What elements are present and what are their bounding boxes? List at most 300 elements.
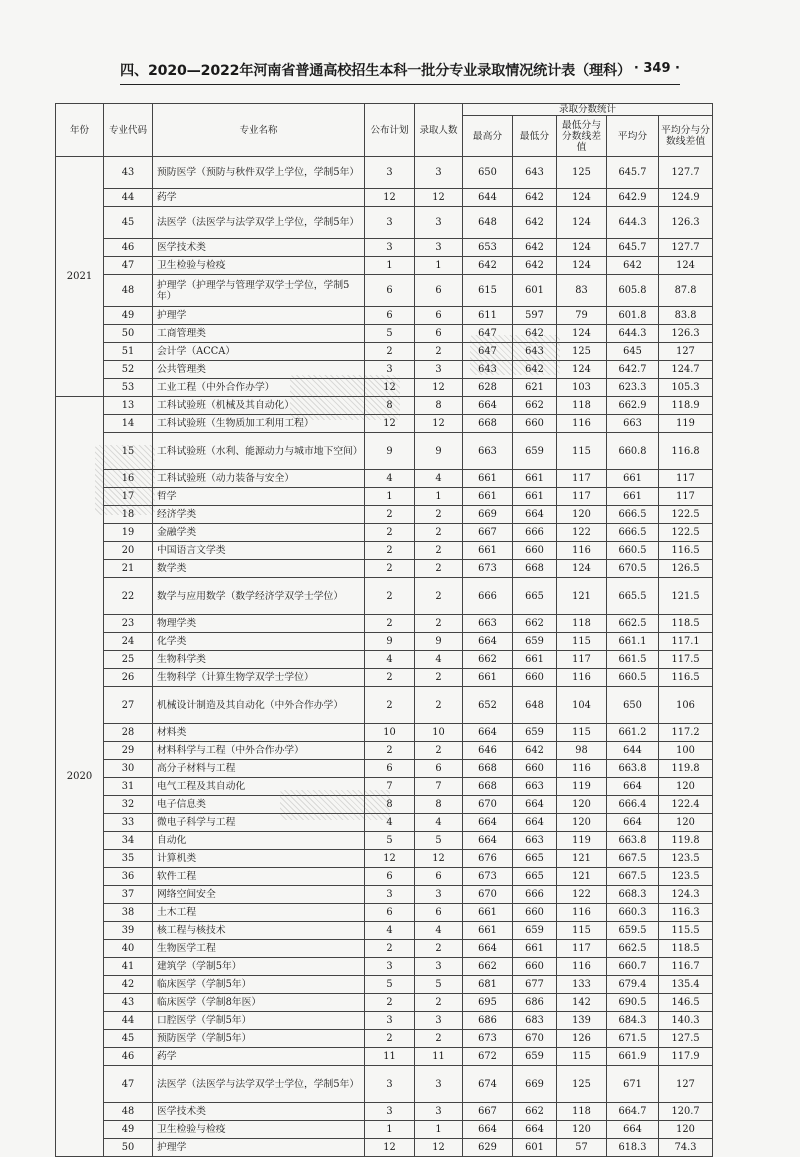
cell-max: 646 [463,742,513,760]
cell-max: 695 [463,994,513,1012]
cell-avg-diff: 122.5 [659,506,713,524]
cell-min-diff: 120 [557,814,607,832]
table-row [56,1139,713,1157]
cell-max: 673 [463,1030,513,1048]
table-row [56,189,713,207]
cell-plan: 3 [365,157,415,189]
cell-min: 664 [513,796,557,814]
cell-admitted: 1 [415,488,463,506]
cell-max: 686 [463,1012,513,1030]
table-row [56,307,713,325]
cell-plan: 2 [365,615,415,633]
table-row [56,1066,713,1103]
cell-code: 22 [104,578,153,615]
cell-avg: 666.5 [607,506,659,524]
table-row [56,742,713,760]
cell-min: 660 [513,904,557,922]
cell-admitted: 12 [415,850,463,868]
cell-name: 卫生检验与检疫 [153,1121,365,1139]
cell-avg: 605.8 [607,275,659,307]
cell-avg: 662.5 [607,615,659,633]
cell-min-diff: 124 [557,239,607,257]
cell-code: 51 [104,343,153,361]
cell-min: 643 [513,157,557,189]
cell-admitted: 3 [415,361,463,379]
cell-plan: 9 [365,633,415,651]
cell-avg-diff: 127.7 [659,157,713,189]
cell-avg-diff: 119.8 [659,832,713,850]
cell-max: 661 [463,904,513,922]
table-row [56,343,713,361]
table-row [56,687,713,724]
cell-name: 中国语言文学类 [153,542,365,560]
cell-min-diff: 116 [557,760,607,778]
cell-min: 601 [513,275,557,307]
cell-admitted: 7 [415,778,463,796]
cell-min-diff: 104 [557,687,607,724]
cell-plan: 12 [365,189,415,207]
cell-avg-diff: 135.4 [659,976,713,994]
cell-min: 642 [513,257,557,275]
cell-avg: 662.5 [607,940,659,958]
cell-avg: 664 [607,778,659,796]
cell-avg-diff: 116.3 [659,904,713,922]
cell-avg: 684.3 [607,1012,659,1030]
cell-avg-diff: 74.3 [659,1139,713,1157]
cell-avg-diff: 117 [659,470,713,488]
cell-code: 40 [104,940,153,958]
cell-min-diff: 121 [557,850,607,868]
page-header [120,58,680,85]
table-row [56,1121,713,1139]
cell-avg-diff: 116.5 [659,669,713,687]
cell-min: 670 [513,1030,557,1048]
cell-plan: 2 [365,560,415,578]
cell-plan: 4 [365,470,415,488]
cell-max: 672 [463,1048,513,1066]
table-row [56,207,713,239]
table-row [56,940,713,958]
cell-min: 642 [513,239,557,257]
cell-min: 660 [513,415,557,433]
cell-code: 50 [104,325,153,343]
cell-max: 669 [463,506,513,524]
cell-name: 核工程与核技术 [153,922,365,940]
cell-avg-diff: 119 [659,415,713,433]
year-cell: 2021 [56,157,104,397]
cell-plan: 8 [365,796,415,814]
cell-name: 自动化 [153,832,365,850]
cell-admitted: 4 [415,470,463,488]
cell-avg-diff: 126.3 [659,207,713,239]
cell-code: 29 [104,742,153,760]
cell-code: 23 [104,615,153,633]
cell-min: 668 [513,560,557,578]
cell-plan: 2 [365,687,415,724]
cell-admitted: 2 [415,343,463,361]
table-row [56,976,713,994]
cell-avg: 642 [607,257,659,275]
cell-min: 601 [513,1139,557,1157]
cell-min-diff: 115 [557,922,607,940]
cell-avg: 661 [607,470,659,488]
cell-min: 686 [513,994,557,1012]
cell-admitted: 2 [415,940,463,958]
cell-name: 计算机类 [153,850,365,868]
cell-max: 664 [463,1121,513,1139]
cell-name: 机械设计制造及其自动化（中外合作办学） [153,687,365,724]
cell-code: 34 [104,832,153,850]
cell-min: 660 [513,760,557,778]
cell-avg: 663.8 [607,760,659,778]
header-code: 专业代码 [104,104,153,157]
scan-smudge [470,335,560,375]
cell-min: 662 [513,1103,557,1121]
cell-name: 土木工程 [153,904,365,922]
cell-admitted: 12 [415,189,463,207]
cell-min-diff: 124 [557,361,607,379]
table-row [56,615,713,633]
cell-min: 642 [513,189,557,207]
cell-avg-diff: 121.5 [659,578,713,615]
cell-min: 664 [513,506,557,524]
cell-code: 47 [104,257,153,275]
cell-name: 高分子材料与工程 [153,760,365,778]
cell-code: 19 [104,524,153,542]
cell-avg-diff: 118.5 [659,940,713,958]
cell-min-diff: 122 [557,886,607,904]
cell-name: 数学与应用数学（数学经济学双学士学位） [153,578,365,615]
cell-admitted: 2 [415,578,463,615]
cell-admitted: 6 [415,325,463,343]
cell-plan: 3 [365,361,415,379]
cell-name: 生物科学类 [153,651,365,669]
cell-min-diff: 125 [557,1066,607,1103]
cell-plan: 4 [365,814,415,832]
cell-max: 668 [463,760,513,778]
cell-name: 微电子科学与工程 [153,814,365,832]
cell-avg: 667.5 [607,850,659,868]
cell-min-diff: 83 [557,275,607,307]
cell-plan: 2 [365,343,415,361]
cell-max: 661 [463,922,513,940]
cell-admitted: 3 [415,207,463,239]
cell-admitted: 3 [415,1103,463,1121]
cell-avg-diff: 123.5 [659,868,713,886]
cell-plan: 6 [365,275,415,307]
cell-min: 669 [513,1066,557,1103]
cell-max: 642 [463,257,513,275]
table-row [56,275,713,307]
cell-min-diff: 124 [557,257,607,275]
cell-avg: 679.4 [607,976,659,994]
cell-min-diff: 133 [557,976,607,994]
table-row [56,904,713,922]
cell-admitted: 5 [415,832,463,850]
cell-max: 676 [463,850,513,868]
cell-min: 659 [513,1048,557,1066]
cell-avg: 623.3 [607,379,659,397]
cell-name: 金融学类 [153,524,365,542]
cell-avg: 665.5 [607,578,659,615]
table-row [56,157,713,189]
cell-max: 662 [463,651,513,669]
cell-max: 661 [463,488,513,506]
cell-code: 31 [104,778,153,796]
table-row [56,724,713,742]
cell-min: 665 [513,850,557,868]
cell-min-diff: 115 [557,633,607,651]
cell-code: 33 [104,814,153,832]
cell-code: 18 [104,506,153,524]
cell-avg-diff: 105.3 [659,379,713,397]
cell-admitted: 2 [415,1030,463,1048]
cell-name: 电气工程及其自动化 [153,778,365,796]
cell-min-diff: 124 [557,207,607,239]
cell-avg: 666.4 [607,796,659,814]
cell-min: 662 [513,615,557,633]
cell-avg-diff: 140.3 [659,1012,713,1030]
cell-admitted: 3 [415,157,463,189]
cell-avg-diff: 120 [659,814,713,832]
cell-name: 护理学 [153,1139,365,1157]
cell-avg: 644 [607,742,659,760]
cell-code: 25 [104,651,153,669]
cell-min-diff: 125 [557,343,607,361]
cell-name: 工业工程（中外合作办学） [153,379,365,397]
cell-admitted: 12 [415,1139,463,1157]
cell-plan: 2 [365,524,415,542]
table-row [56,832,713,850]
cell-avg-diff: 122.5 [659,524,713,542]
cell-max: 681 [463,976,513,994]
cell-code: 48 [104,275,153,307]
cell-min: 661 [513,470,557,488]
cell-code: 20 [104,542,153,560]
cell-min: 648 [513,687,557,724]
table-row [56,578,713,615]
cell-max: 664 [463,814,513,832]
cell-code: 45 [104,1030,153,1048]
table-body [56,157,713,1157]
cell-code: 49 [104,307,153,325]
table-row [56,1048,713,1066]
cell-min-diff: 121 [557,578,607,615]
cell-plan: 3 [365,958,415,976]
cell-min: 663 [513,778,557,796]
cell-code: 16 [104,470,153,488]
cell-min-diff: 115 [557,433,607,470]
cell-avg-diff: 124.3 [659,886,713,904]
cell-code: 43 [104,157,153,189]
cell-admitted: 4 [415,922,463,940]
cell-name: 护理学 [153,307,365,325]
table-row [56,760,713,778]
cell-max: 664 [463,633,513,651]
table-row [56,257,713,275]
cell-min-diff: 103 [557,379,607,397]
cell-name: 经济学类 [153,506,365,524]
cell-avg: 660.7 [607,958,659,976]
cell-min-diff: 57 [557,1139,607,1157]
cell-max: 661 [463,542,513,560]
cell-plan: 6 [365,760,415,778]
cell-admitted: 1 [415,1121,463,1139]
cell-max: 664 [463,397,513,415]
cell-min-diff: 142 [557,994,607,1012]
cell-min: 659 [513,633,557,651]
cell-min: 660 [513,958,557,976]
cell-plan: 1 [365,488,415,506]
cell-max: 664 [463,832,513,850]
cell-avg: 642.9 [607,189,659,207]
cell-max: 673 [463,560,513,578]
cell-name: 建筑学（学制5年） [153,958,365,976]
cell-name: 生物科学（计算生物学双学士学位） [153,669,365,687]
cell-admitted: 3 [415,958,463,976]
cell-min: 642 [513,742,557,760]
cell-plan: 2 [365,578,415,615]
cell-min-diff: 117 [557,470,607,488]
cell-avg-diff: 117 [659,488,713,506]
cell-admitted: 1 [415,257,463,275]
header-max: 最高分 [463,116,513,157]
cell-avg-diff: 115.5 [659,922,713,940]
cell-min: 660 [513,669,557,687]
cell-min-diff: 116 [557,669,607,687]
cell-max: 653 [463,239,513,257]
cell-admitted: 6 [415,307,463,325]
cell-code: 30 [104,760,153,778]
cell-name: 公共管理类 [153,361,365,379]
cell-admitted: 6 [415,275,463,307]
cell-admitted: 4 [415,651,463,669]
cell-admitted: 2 [415,506,463,524]
admission-table [55,103,713,1157]
cell-min-diff: 115 [557,1048,607,1066]
cell-code: 50 [104,1139,153,1157]
page-number: · 349 · [633,61,680,76]
cell-avg-diff: 124.9 [659,189,713,207]
cell-code: 52 [104,361,153,379]
cell-plan: 2 [365,994,415,1012]
cell-code: 13 [104,397,153,415]
scan-smudge [290,375,400,420]
cell-code: 46 [104,239,153,257]
cell-avg-diff: 117.9 [659,1048,713,1066]
cell-code: 44 [104,1012,153,1030]
cell-name: 临床医学（学制5年） [153,976,365,994]
cell-name: 口腔医学（学制5年） [153,1012,365,1030]
cell-avg-diff: 117.5 [659,651,713,669]
cell-plan: 3 [365,207,415,239]
cell-plan: 9 [365,433,415,470]
header-admitted: 录取人数 [415,104,463,157]
cell-max: 670 [463,796,513,814]
cell-max: 648 [463,207,513,239]
cell-avg: 668.3 [607,886,659,904]
cell-max: 674 [463,1066,513,1103]
cell-code: 37 [104,886,153,904]
cell-min: 660 [513,542,557,560]
table-row [56,325,713,343]
cell-min-diff: 121 [557,868,607,886]
cell-plan: 4 [365,651,415,669]
cell-name: 临床医学（学制8年医） [153,994,365,1012]
cell-name: 化学类 [153,633,365,651]
cell-min: 597 [513,307,557,325]
cell-avg-diff: 120 [659,1121,713,1139]
cell-min-diff: 118 [557,1103,607,1121]
cell-admitted: 2 [415,524,463,542]
cell-name: 网络空间安全 [153,886,365,904]
cell-code: 44 [104,189,153,207]
cell-code: 14 [104,415,153,433]
cell-min-diff: 117 [557,488,607,506]
cell-code: 47 [104,1066,153,1103]
cell-min: 683 [513,1012,557,1030]
cell-avg: 664 [607,814,659,832]
cell-avg: 664.7 [607,1103,659,1121]
cell-plan: 3 [365,1012,415,1030]
cell-max: 629 [463,1139,513,1157]
table-row [56,542,713,560]
cell-admitted: 4 [415,814,463,832]
table-row [56,524,713,542]
cell-max: 663 [463,433,513,470]
cell-avg: 664 [607,1121,659,1139]
table-row [56,1012,713,1030]
cell-plan: 1 [365,257,415,275]
cell-name: 卫生检验与检疫 [153,257,365,275]
cell-plan: 5 [365,832,415,850]
cell-avg: 671.5 [607,1030,659,1048]
cell-plan: 3 [365,1066,415,1103]
header-avg-diff: 平均分与分数线差值 [659,116,713,157]
cell-avg: 661 [607,488,659,506]
header-year: 年份 [56,104,104,157]
cell-min-diff: 119 [557,778,607,796]
cell-avg-diff: 120 [659,778,713,796]
cell-avg-diff: 127.5 [659,1030,713,1048]
cell-plan: 6 [365,904,415,922]
cell-min-diff: 116 [557,415,607,433]
cell-avg-diff: 126.3 [659,325,713,343]
cell-min-diff: 118 [557,615,607,633]
cell-min: 642 [513,325,557,343]
cell-avg: 644.3 [607,325,659,343]
cell-code: 39 [104,922,153,940]
cell-admitted: 3 [415,1012,463,1030]
admission-table-container [55,103,712,1157]
cell-name: 工商管理类 [153,325,365,343]
cell-avg-diff: 117.2 [659,724,713,742]
cell-name: 工科试验班（机械及其自动化） [153,397,365,415]
cell-min: 621 [513,379,557,397]
cell-max: 644 [463,189,513,207]
cell-min: 659 [513,433,557,470]
cell-avg-diff: 116.5 [659,542,713,560]
cell-name: 物理学类 [153,615,365,633]
cell-name: 工科试验班（动力装备与安全） [153,470,365,488]
cell-plan: 2 [365,940,415,958]
cell-plan: 2 [365,742,415,760]
cell-avg-diff: 118.5 [659,615,713,633]
cell-avg: 645.7 [607,157,659,189]
cell-max: 647 [463,325,513,343]
cell-name: 会计学（ACCA） [153,343,365,361]
cell-avg: 660.5 [607,669,659,687]
